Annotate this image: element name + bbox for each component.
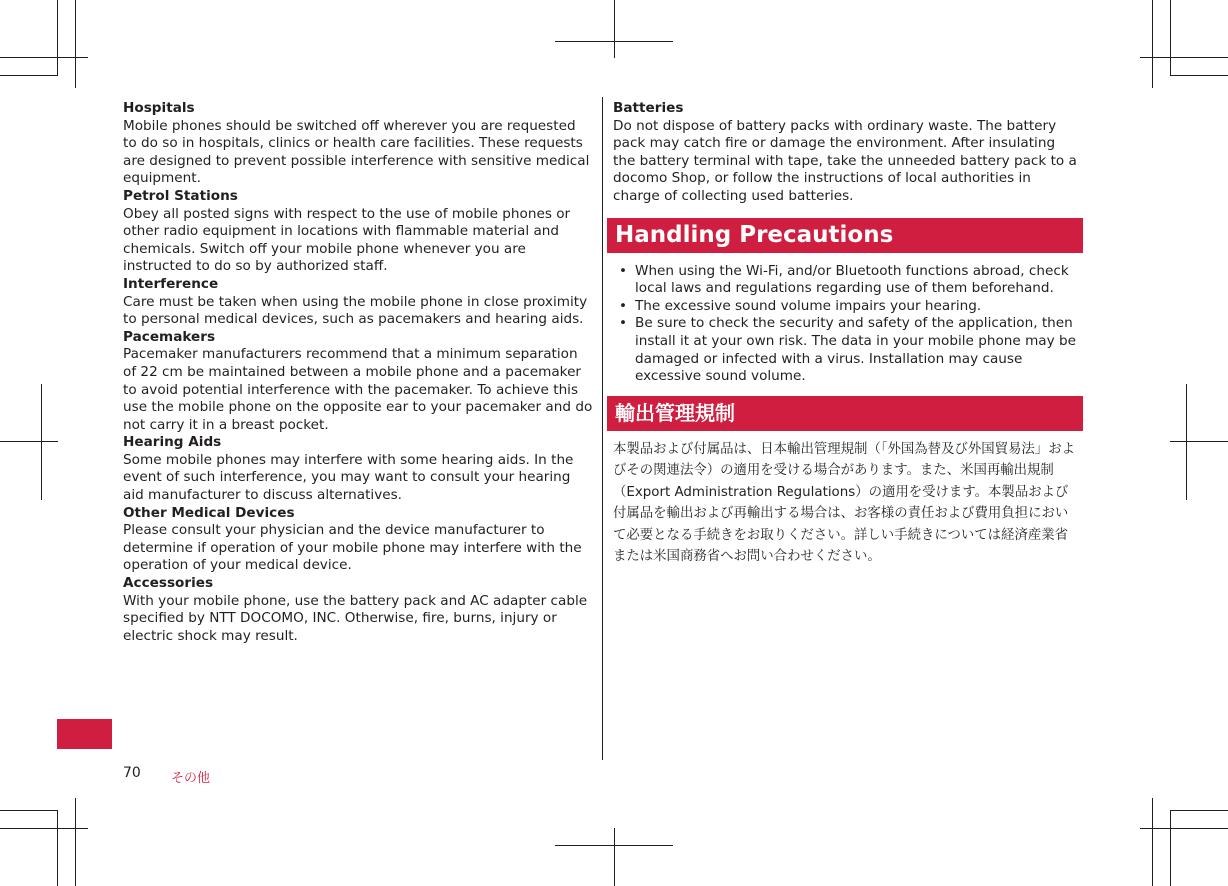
page-number: 70 <box>123 765 141 781</box>
section-body: Pacemaker manufacturers recommend that a minimum separation of 22 cm be maintained between a mobile phone and a pacemaker to avoid potential interference with the pacemaker. To achieve this use the mobile phone on the opposite ear to your pacemaker and do not carry it in a breast pocket. <box>123 346 593 433</box>
section-title: Batteries <box>613 100 684 116</box>
list-item-text: When using the Wi-Fi, and/or Bluetooth functions abroad, check local laws and regulations regarding use of them beforehand. <box>635 262 1069 297</box>
section-body: Please consult your physician and the device manufacturer to determine if operation of your mobile phone may interfere with the operation of your medical device. <box>123 522 582 574</box>
section-tab-marker <box>57 719 112 749</box>
section-title: Petrol Stations <box>123 187 238 204</box>
right-column <box>613 100 1081 568</box>
section-title: Other Medical Devices <box>123 504 295 521</box>
section-hearing-aids <box>123 434 593 504</box>
list-item-text: Be sure to check the security and safety of the application, then install it at your own risk. The data in your mobile phone may be damaged or infected with a virus. Installation may cause excessive sound volume. <box>635 315 1077 385</box>
bullet-icon: • <box>619 297 628 314</box>
section-other-medical-devices <box>123 505 593 575</box>
section-title: Hospitals <box>123 100 195 116</box>
list-item-text: The excessive sound volume impairs your hearing. <box>635 297 982 314</box>
section-label: その他 <box>171 771 211 786</box>
bullet-icon: • <box>619 315 628 332</box>
section-title: Accessories <box>123 575 214 592</box>
section-interference <box>123 276 593 329</box>
section-petrol-stations <box>123 188 593 276</box>
list-item <box>613 315 1081 385</box>
list-item <box>613 263 1081 298</box>
section-body: Do not dispose of battery packs with ordinary waste. The battery pack may catch fire or damage the environment. After insulating the battery terminal with tape, take the unneeded battery pack to a docomo Shop, or follow the instructions of local authorities in charge of collecting used batteries. <box>613 117 1077 204</box>
handling-precautions-list <box>613 263 1081 386</box>
section-title: Hearing Aids <box>123 434 222 451</box>
bullet-icon: • <box>619 262 628 279</box>
section-body: Mobile phones should be switched off wherever you are requested to do so in hospitals, clinics or health care facilities. These requests are designed to prevent possible interference with sensitive medical equipment. <box>123 117 590 187</box>
section-body: Some mobile phones may interfere with some hearing aids. In the event of such interference, you may want to consult your hearing aid manufacturer to discuss alternatives. <box>123 451 574 504</box>
section-title: Interference <box>123 275 219 292</box>
list-item <box>613 298 1081 316</box>
export-control-heading: 輸出管理規制 <box>607 396 1083 431</box>
section-body: Care must be taken when using the mobile phone in close proximity to personal medical devices, such as pacemakers and hearing aids. <box>123 293 588 328</box>
section-body: With your mobile phone, use the battery pack and AC adapter cable specified by NTT DOCOMO, INC. Otherwise, fire, burns, injury or electric shock may result. <box>123 592 588 644</box>
column-divider <box>602 97 603 760</box>
section-hospitals <box>123 100 593 188</box>
section-batteries <box>613 100 1081 206</box>
section-accessories <box>123 575 593 645</box>
section-title: Pacemakers <box>123 328 216 345</box>
left-column <box>123 100 593 645</box>
handling-precautions-heading: Handling Precautions <box>607 218 1083 253</box>
export-control-body: 本製品および付属品は、日本輸出管理規制（「外国為替及び外国貿易法」およびその関連法令）の適用を受ける場合があります。また、米国再輸出規制（Export Administration Regulations）の適用を受けます。本製品および付属品を輸出および再輸出する場合は、お客様の責任および費用負担において必要となる手続きをお取りください。詳しい手続きについては経済産業省または米国商務省へお問い合わせください。 <box>613 441 1075 565</box>
section-pacemakers <box>123 329 593 435</box>
section-body: Obey all posted signs with respect to the use of mobile phones or other radio equipment in locations with flammable material and chemicals. Switch off your mobile phone whenever you are instructed to do so by authorized staff. <box>123 205 571 275</box>
